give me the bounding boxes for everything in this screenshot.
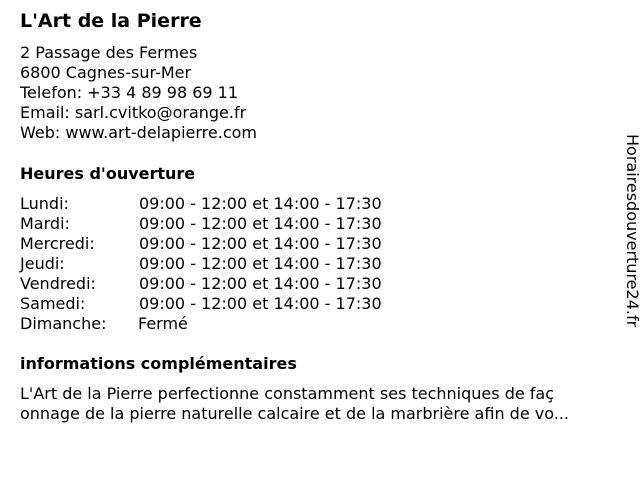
hours-row-tuesday [20, 214, 440, 234]
time-range: 09:00 - 12:00 et 14:00 - 17:30 [139, 194, 382, 213]
description-line-2: onnage de la pierre naturelle calcaire et de la marbrière afin de vo... [20, 404, 569, 423]
contact-block [20, 43, 257, 143]
description-line-1: L'Art de la Pierre perfectionne constamment ses techniques de faç [20, 384, 555, 403]
day-label: Jeudi: [20, 254, 65, 273]
time-range: 09:00 - 12:00 et 14:00 - 17:30 [139, 234, 382, 253]
day-label: Vendredi: [20, 274, 96, 293]
hours-row-thursday [20, 254, 440, 274]
day-label: Mercredi: [20, 234, 95, 253]
hours-row-saturday [20, 294, 440, 314]
business-name: L'Art de la Pierre [20, 10, 202, 32]
address-line-2: 6800 Cagnes-sur-Mer [20, 63, 192, 82]
hours-row-friday [20, 274, 440, 294]
email-address: Email: sarl.cvitko@orange.fr [20, 103, 247, 122]
time-range: 09:00 - 12:00 et 14:00 - 17:30 [139, 294, 382, 313]
time-range: 09:00 - 12:00 et 14:00 - 17:30 [139, 254, 382, 273]
site-brand-vertical: Horairesdouverture24.fr [623, 134, 642, 328]
day-label: Mardi: [20, 214, 70, 233]
closed-label: Fermé [138, 314, 188, 333]
business-description [20, 384, 620, 424]
additional-info-heading: informations complémentaires [20, 354, 297, 373]
day-label: Samedi: [20, 294, 86, 313]
time-range: 09:00 - 12:00 et 14:00 - 17:30 [139, 214, 382, 233]
opening-hours-heading: Heures d'ouverture [20, 164, 196, 183]
website: Web: www.art-delapierre.com [20, 123, 257, 142]
hours-row-monday [20, 194, 440, 214]
hours-row-wednesday [20, 234, 440, 254]
time-range: 09:00 - 12:00 et 14:00 - 17:30 [139, 274, 382, 293]
opening-hours-table [20, 194, 440, 334]
day-label: Lundi: [20, 194, 69, 213]
day-label: Dimanche: [20, 314, 107, 333]
phone-number: Telefon: +33 4 89 98 69 11 [20, 83, 239, 102]
address-line-1: 2 Passage des Fermes [20, 43, 198, 62]
hours-row-sunday [20, 314, 440, 334]
